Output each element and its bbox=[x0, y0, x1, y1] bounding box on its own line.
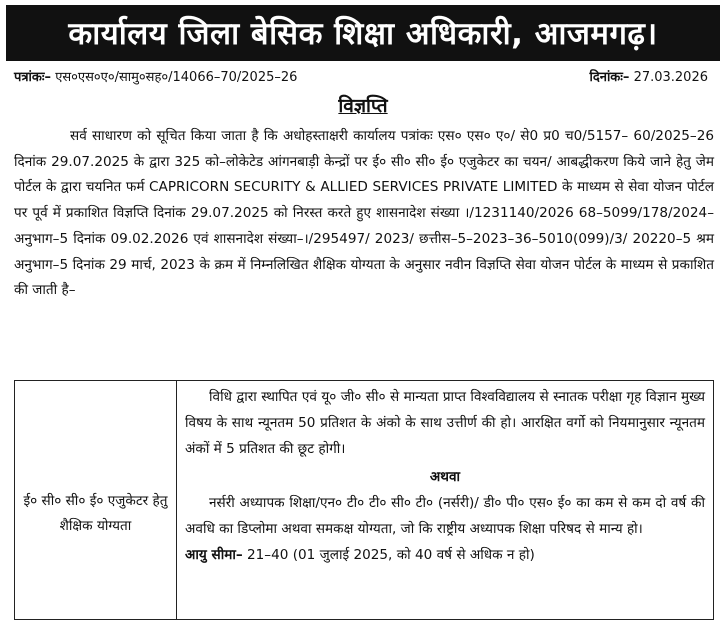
qualification-cell bbox=[185, 385, 705, 569]
date-value: 27.03.2026 bbox=[633, 70, 708, 85]
qualification-2-text: नर्सरी अध्यापक शिक्षा/एन० टी० टी० सी० टी० (नर्सरी)/ डी० पी० एस० ई० का कम से कम दो वर्ष की अवधि का डिप्लोमा अथवा समकक्ष योग्यता, जो कि राष्ट्रीय अध्यापक शिक्षा परिषद से मान्य हो। bbox=[185, 495, 705, 537]
notice-body bbox=[14, 124, 714, 304]
letter-date bbox=[589, 67, 708, 85]
date-label: दिनांकः– bbox=[589, 70, 630, 85]
age-limit bbox=[185, 543, 705, 569]
post-label: ई० सी० सी० ई० एजुकेटर हेतु शैक्षिक योग्यता bbox=[23, 493, 168, 534]
qualification-option-1 bbox=[185, 385, 705, 462]
qualification-option-2 bbox=[185, 491, 705, 543]
notice-body-text: सर्व साधारण को सूचित किया जाता है कि अधोहस्ताक्षरी कार्यालय पत्रांकः एस० एस० ए०/ से0 प्र0 च0/5157– 60/2025–26 दिनांक 29.07.2025 के द्वारा 325 को–लोकेटेड आंगनबाड़ी केन्द्रों पर ई० सी० सी० ई० एजुकेटर का चयन/ आबद्धीकरण किये जाने हेतु जेम पोर्टल के द्वारा चयनित फर्म CAPRICORN SECURITY & ALLIED SERVICES PRIVATE LIMITED के माध्यम से सेवा योजन पोर्टल पर पूर्व में प्रकाशित विज्ञप्ति दिनांक 29.07.2025 को निरस्त करते हुए शासनादेश संख्या ।/1231140/2026 68–5099/178/2024–अनुभाग–5 दिनांक 09.02.2026 एवं शासनादेश संख्या–।/295497/ 2023/ छत्तीस–5–2023–36–5010(099)/3/ 20220–5 श्रम अनुभाग–5 दिनांक 29 मार्च, 2023 के क्रम में निम्नलिखित शैक्षिक योग्यता के अनुसार नवीन विज्ञप्ति सेवा योजन पोर्टल के माध्यम से प्रकाशित की जाती है– bbox=[14, 128, 714, 299]
office-title: कार्यालय जिला बेसिक शिक्षा अधिकारी, आजमगढ़। bbox=[68, 16, 658, 52]
reference-line bbox=[14, 67, 714, 87]
office-header bbox=[6, 5, 720, 61]
patrank-value: एस०एस०ए०/सामु०सह०/14066–70/2025–26 bbox=[55, 70, 298, 85]
age-label: आयु सीमा– bbox=[185, 546, 243, 563]
age-value: 21–40 (01 जुलाई 2025, को 40 वर्ष से अधिक न हो) bbox=[247, 546, 535, 563]
or-label: अथवा bbox=[429, 469, 461, 486]
post-cell bbox=[15, 381, 177, 619]
notice-title bbox=[0, 92, 726, 118]
patrank-label: पत्रांकः– bbox=[14, 70, 52, 85]
letter-number bbox=[14, 67, 297, 85]
notice-title-text: विज्ञप्ति bbox=[338, 95, 388, 117]
qualification-1-text: विधि द्वारा स्थापित एवं यू० जी० सी० से मान्यता प्राप्त विश्वविद्यालय से स्नातक परीक्षा गृह विज्ञान मुख्य विषय के साथ न्यूनतम 50 प्रतिशत के अंको के साथ उत्तीर्ण की हो। आरक्षित वर्गो को नियमानुसार न्यूनतम अंकों में 5 प्रतिशत की छूट होगी। bbox=[185, 389, 705, 457]
qualification-table bbox=[14, 380, 714, 620]
